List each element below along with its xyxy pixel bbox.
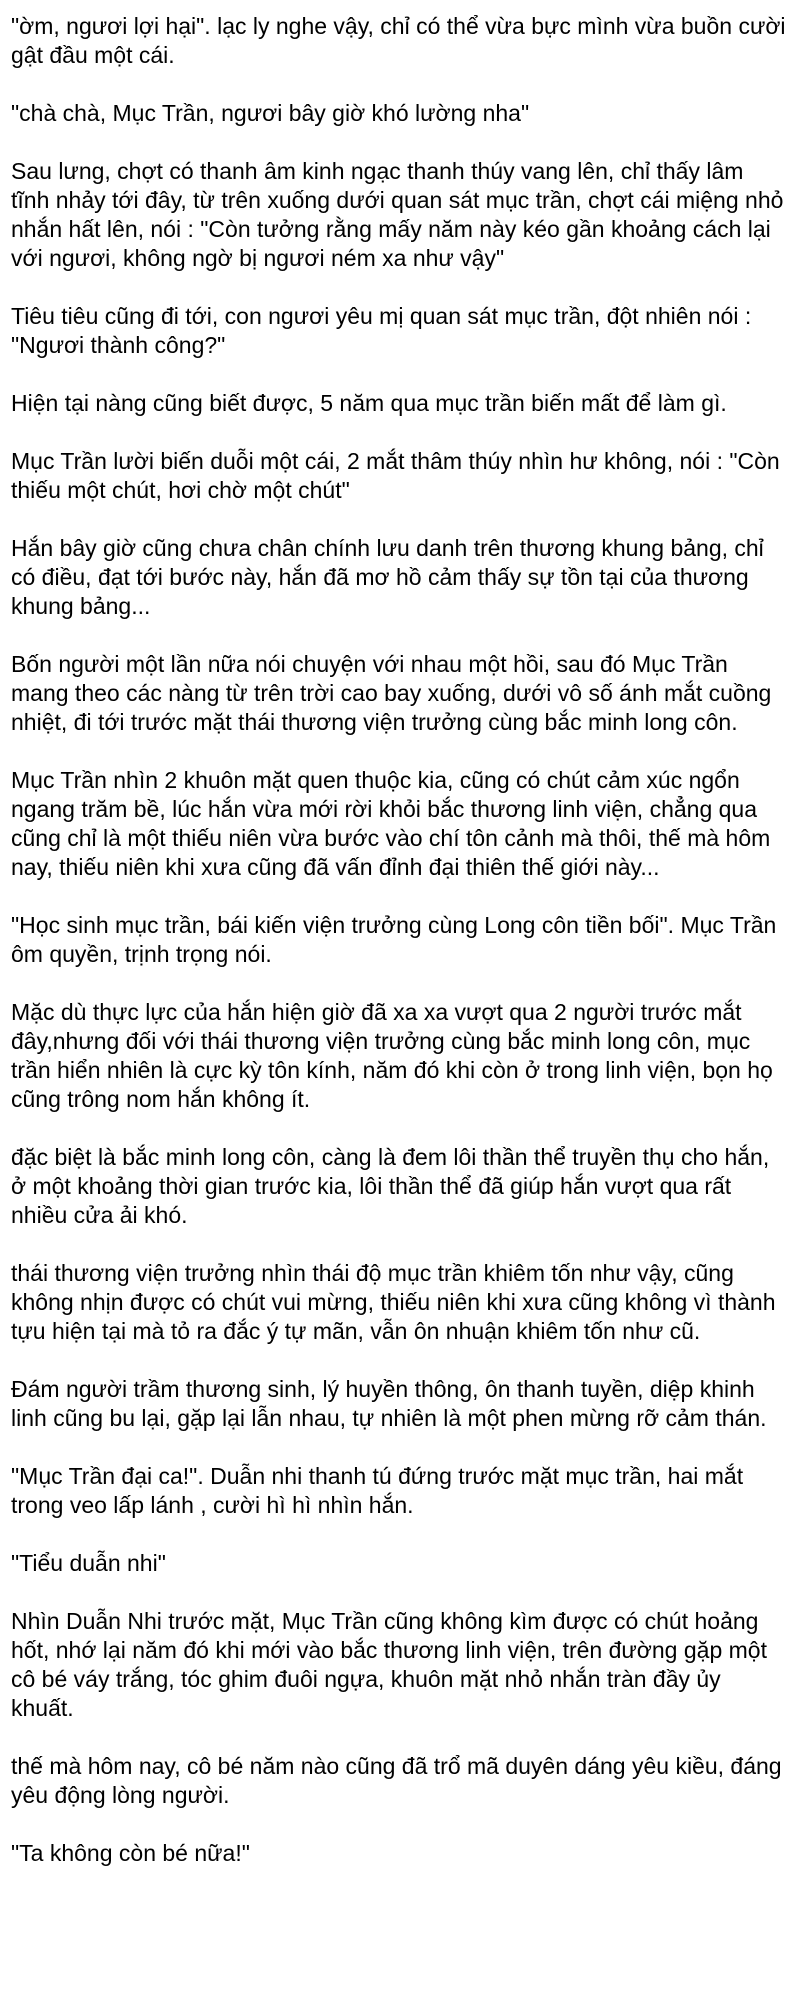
- paragraph: thế mà hôm nay, cô bé năm nào cũng đã trổ mã duyên dáng yêu kiều, đáng yêu động lòng người.: [11, 1753, 782, 1808]
- paragraph: "ờm, ngươi lợi hại". lạc ly nghe vậy, chỉ có thể vừa bực mình vừa buồn cười gật đầu một cái.: [11, 13, 786, 68]
- paragraph: thái thương viện trưởng nhìn thái độ mục trần khiêm tốn như vậy, cũng không nhịn được có chút vui mừng, thiếu niên khi xưa cũng không vì thành tựu hiện tại mà tỏ ra đắc ý tự mãn, vẫn ôn nhuận khiêm tốn như cũ.: [11, 1260, 776, 1344]
- paragraph: "Ta không còn bé nữa!": [11, 1840, 250, 1866]
- paragraph: Đám người trầm thương sinh, lý huyền thông, ôn thanh tuyền, diệp khinh linh cũng bu lại, gặp lại lẫn nhau, tự nhiên là một phen mừng rỡ cảm thán.: [11, 1376, 767, 1431]
- paragraph: Sau lưng, chợt có thanh âm kinh ngạc thanh thúy vang lên, chỉ thấy lâm tĩnh nhảy tới đây, từ trên xuống dưới quan sát mục trần, chợt cái miệng nhỏ nhắn hất lên, nói : "Còn tưởng rằng mấy năm này kéo gần khoảng cách lại với ngươi, không ngờ bị ngươi ném xa như vậy": [11, 158, 784, 271]
- paragraph: Mục Trần nhìn 2 khuôn mặt quen thuộc kia, cũng có chút cảm xúc ngổn ngang trăm bề, lúc hắn vừa mới rời khỏi bắc thương linh viện, chẳng qua cũng chỉ là một thiếu niên vừa bước vào chí tôn cảnh mà thôi, thế mà hôm nay, thiếu niên khi xưa cũng đã vấn đỉnh đại thiên thế giới này...: [11, 767, 771, 880]
- paragraph: Tiêu tiêu cũng đi tới, con ngươi yêu mị quan sát mục trần, đột nhiên nói : "Ngươi thành công?": [11, 303, 752, 358]
- paragraph: Mục Trần lười biến duỗi một cái, 2 mắt thâm thúy nhìn hư không, nói : "Còn thiếu một chút, hơi chờ một chút": [11, 448, 780, 503]
- paragraph: Hắn bây giờ cũng chưa chân chính lưu danh trên thương khung bảng, chỉ có điều, đạt tới bước này, hắn đã mơ hồ cảm thấy sự tồn tại của thương khung bảng...: [11, 535, 764, 619]
- paragraph: "Tiểu duẫn nhi": [11, 1550, 166, 1576]
- paragraph: đặc biệt là bắc minh long côn, càng là đem lôi thần thể truyền thụ cho hắn, ở một khoảng thời gian trước kia, lôi thần thể đã giúp hắn vượt qua rất nhiều cửa ải khó.: [11, 1144, 770, 1228]
- paragraph: Bốn người một lần nữa nói chuyện với nhau một hồi, sau đó Mục Trần mang theo các nàng từ trên trời cao bay xuống, dưới vô số ánh mắt cuồng nhiệt, đi tới trước mặt thái thương viện trưởng cùng bắc minh long côn.: [11, 651, 772, 735]
- paragraph: "Học sinh mục trần, bái kiến viện trưởng cùng Long côn tiền bối". Mục Trần ôm quyền, trịnh trọng nói.: [11, 912, 777, 967]
- paragraph: Hiện tại nàng cũng biết được, 5 năm qua mục trần biến mất để làm gì.: [11, 390, 727, 416]
- paragraph: "chà chà, Mục Trần, ngươi bây giờ khó lường nha": [11, 100, 530, 126]
- paragraph: Nhìn Duẫn Nhi trước mặt, Mục Trần cũng không kìm được có chút hoảng hốt, nhớ lại năm đó khi mới vào bắc thương linh viện, trên đường gặp một cô bé váy trắng, tóc ghim đuôi ngựa, khuôn mặt nhỏ nhắn tràn đầy ủy khuất.: [11, 1608, 767, 1721]
- paragraph: Mặc dù thực lực của hắn hiện giờ đã xa xa vượt qua 2 người trước mắt đây,nhưng đối với thái thương viện trưởng cùng bắc minh long côn, mục trần hiển nhiên là cực kỳ tôn kính, năm đó khi còn ở trong linh viện, bọn họ cũng trông nom hắn không ít.: [11, 999, 773, 1112]
- paragraph: "Mục Trần đại ca!". Duẫn nhi thanh tú đứng trước mặt mục trần, hai mắt trong veo lấp lánh , cười hì hì nhìn hắn.: [11, 1463, 744, 1518]
